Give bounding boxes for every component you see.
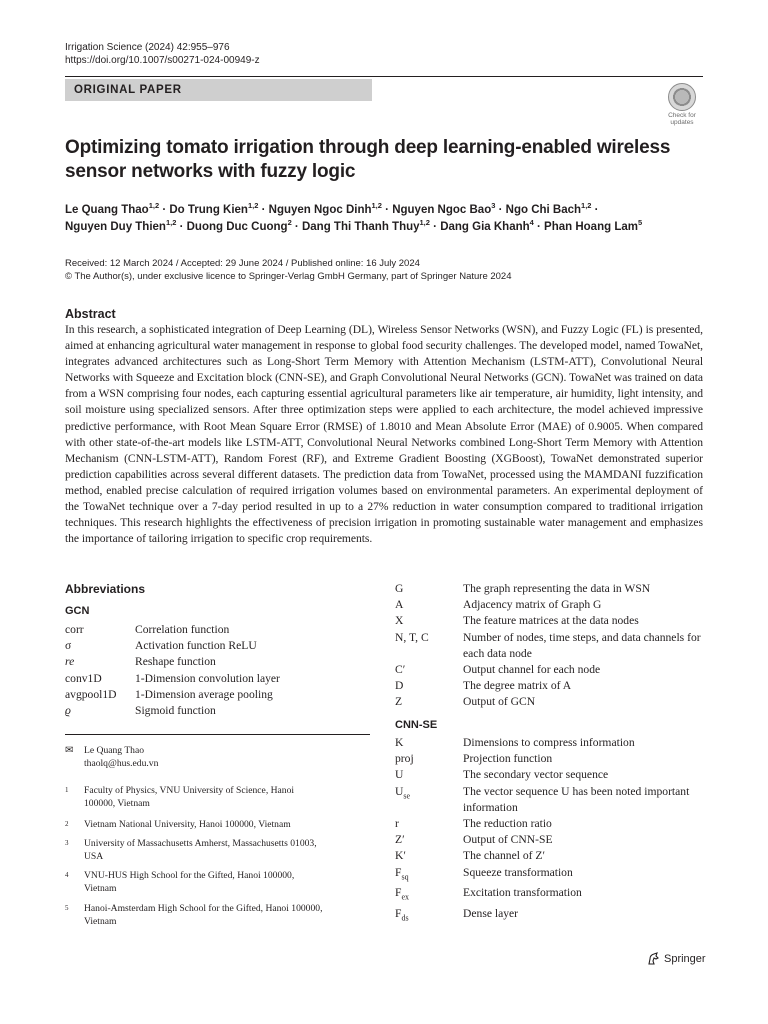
abbreviation-term: N, T, C: [395, 630, 429, 644]
author-list: [65, 202, 705, 236]
affiliation: [65, 837, 370, 863]
author-affiliation-marker: 1,2: [419, 218, 430, 228]
affiliation-text: Faculty of Physics, VNU University of Science, Hanoi 100000, Vietnam: [84, 785, 295, 809]
affiliation-text: Hanoi-Amsterdam High School for the Gifted, Hanoi 100000, Vietnam: [84, 903, 323, 927]
author[interactable]: [505, 201, 592, 216]
abbreviation-term: U: [395, 768, 404, 782]
author-affiliation-marker: 5: [637, 218, 643, 228]
abbreviation-row: [395, 613, 703, 629]
author-affiliation-marker: 1,2: [148, 201, 160, 211]
contact-name: Le Quang Thao: [84, 745, 145, 756]
check-for-updates-icon: [668, 83, 696, 111]
abbreviation-definition: Correlation function: [135, 623, 230, 636]
abbreviation-row: [395, 816, 703, 832]
abbreviation-row: [395, 751, 703, 767]
abbreviation-definition: Squeeze transformation: [463, 865, 573, 879]
author-name: Le Quang Thao: [65, 204, 149, 216]
author[interactable]: [392, 201, 496, 216]
abbreviation-definition: The vector sequence U has been noted important information: [463, 784, 690, 814]
abbreviation-definition: Sigmoid function: [135, 704, 216, 718]
abstract-text: In this research, a sophisticated integration of Deep Learning (DL), Wireless Sensor Networks (WSN), and Fuzzy Logic (FL) is presented, aimed at enhancing agricultural water management in response to global food security challenges. The developed model, named TowaNet, integrates advanced architectures such as Long-Short Term Memory with Attention Mechanism (LSTM-ATT), Convolutional Neural Networks with Squeeze and Excitation block (CNN-SE), and Graph Convolutional Neural Networks (GCN). TowaNet was trained on data from a WSN comprising four nodes, each capturing essential agricultural parameters like air temperature, air humidity, light intensity, and soil moisture using specialized sensors. After three optimization steps were applied to each architecture, the model achieved impressive predictive performance, with Root Mean Square Error (RMSE) of 1.8010 and Mean Absolute Error (MAE) of 0.9005. When compared with other state-of-the-art models like LSTM-ATT, Convolutional Neural Networks combined Long-Short Term Memory with Attention Mechanism (CNN-LSTM-ATT), Random Forest (RF), and Extreme Gradient Boosting (XGBoost), TowaNet demonstrated superior prediction capabilities across several different datasets. The prediction data from TowaNet, processed using the MAMDANI fuzzification method, enabled precise calculation of required irrigation volumes based on environmental parameters. An experimental deployment of the TowaNet technique over a 7-day period resulted in up to a 27% reduction in water consumption compared to traditional irrigation techniques. This research highlights the effectiveness of precision irrigation in promoting sustainable water management and emphasizes the importance of tailoring irrigation to specific crop requirements.: [65, 323, 703, 546]
abbreviation-definition: The channel of Z′: [463, 849, 546, 863]
abbreviation-row: [395, 678, 703, 694]
abbreviation-definition: The graph representing the data in WSN: [463, 582, 651, 595]
abbreviation-definition: 1-Dimension convolution layer: [135, 671, 280, 685]
author-name: Dang Gia Khanh: [440, 221, 530, 233]
cnnse-subheading: CNN-SE: [395, 719, 438, 731]
affiliation-number: 2: [65, 820, 69, 828]
publication-dates: [65, 257, 512, 283]
affiliation: [65, 818, 370, 831]
abbreviation-definition: Activation function ReLU: [135, 639, 257, 653]
abbreviation-row: [395, 694, 703, 710]
abbreviation-row: [65, 622, 375, 638]
abbreviation-row: [65, 638, 375, 654]
check-for-updates-badge[interactable]: [662, 83, 702, 125]
abbreviation-term: proj: [395, 752, 414, 766]
abbreviation-definition: Reshape function: [135, 655, 216, 669]
author-affiliation-marker: 1,2: [581, 201, 592, 211]
affiliation-number: 3: [65, 839, 69, 847]
author-affiliation-marker: 1,2: [165, 218, 177, 228]
author[interactable]: [301, 218, 430, 233]
springer-horse-icon: [646, 952, 660, 966]
abbreviation-definition: The secondary vector sequence: [463, 768, 609, 782]
abbreviation-term: σ: [65, 639, 72, 653]
author-name: Duong Duc Cuong: [186, 221, 288, 233]
abbreviation-term: ϱ: [65, 704, 71, 718]
doi-link[interactable]: https://doi.org/10.1007/s00271-024-00949-z: [65, 55, 260, 66]
abbreviation-definition: Output of GCN: [463, 695, 536, 709]
author-affiliation-marker: 2: [287, 218, 292, 228]
paper-title: Optimizing tomato irrigation through deep learning-enabled wireless sensor networks with fuzzy logic: [65, 137, 671, 182]
abbreviation-term: A: [395, 598, 404, 612]
abstract-heading: Abstract: [65, 307, 116, 321]
abbreviation-definition: The degree matrix of A: [463, 679, 572, 693]
abbreviation-definition: Projection function: [463, 752, 553, 766]
abbreviation-row: [395, 630, 703, 662]
author[interactable]: [544, 218, 643, 233]
gcn-subheading: GCN: [65, 605, 90, 617]
abbreviation-term: Z′: [395, 833, 405, 847]
check-badge-line2: updates: [670, 119, 694, 126]
abbreviations-heading: Abbreviations: [65, 582, 146, 596]
check-badge-line1: Check for: [668, 112, 696, 119]
abbreviation-row: [65, 671, 375, 687]
abbreviation-term: C′: [395, 663, 406, 677]
abbreviation-term: re: [65, 655, 75, 669]
abbreviation-definition: The reduction ratio: [463, 817, 552, 831]
abbreviation-term-subscript: ds: [401, 912, 409, 922]
publisher-logo: [646, 952, 706, 966]
abbreviation-definition: Dimensions to compress information: [463, 736, 635, 749]
publisher-name: Springer: [664, 953, 706, 965]
affiliation: [65, 869, 370, 895]
abbreviation-definition: Output of CNN-SE: [463, 833, 553, 847]
abbreviation-term: conv1D: [65, 671, 102, 685]
abbreviation-row: [395, 832, 703, 848]
affiliation: [65, 784, 370, 810]
author[interactable]: [65, 218, 177, 233]
abbreviation-definition: Adjacency matrix of Graph G: [463, 598, 602, 612]
abbreviation-row: [395, 767, 703, 783]
author-name: Nguyen Ngoc Bao: [392, 204, 492, 216]
author-separator: ·: [495, 204, 506, 216]
journal-citation: Irrigation Science (2024) 42:955–976: [65, 42, 230, 53]
abbreviation-row: [395, 735, 703, 751]
abbreviation-definition: Excitation transformation: [463, 886, 582, 900]
affiliation-text: VNU-HUS High School for the Gifted, Hanoi 100000, Vietnam: [84, 870, 295, 894]
abbreviation-term: corr: [65, 623, 84, 636]
abbreviation-term: avgpool1D: [65, 687, 117, 701]
author-affiliation-marker: 4: [529, 218, 534, 228]
copyright-line: © The Author(s), under exclusive licence to Springer-Verlag GmbH Germany, part of Springer Nature 2024: [65, 271, 512, 282]
abbreviation-term: $F_{ds}$: [395, 906, 409, 922]
abbreviation-row: [65, 654, 375, 670]
affiliation-text: Vietnam National University, Hanoi 100000, Vietnam: [84, 819, 291, 830]
abbreviation-term-subscript: sq: [401, 871, 409, 881]
abbreviation-term: $F_{ex}$: [395, 886, 410, 902]
abbreviation-table-gcn-right: [395, 581, 703, 711]
abbreviation-definition: Number of nodes, time steps, and data channels for each data node: [463, 630, 701, 660]
author-separator: ·: [533, 221, 545, 233]
abbreviation-row: [395, 906, 703, 927]
footnote-rule: [65, 734, 370, 735]
author-name: Nguyen Duy Thien: [65, 221, 166, 233]
author-name: Nguyen Ngoc Dinh: [268, 204, 372, 216]
affiliation-text: University of Massachusetts Amherst, Massachusetts 01003, USA: [84, 838, 317, 862]
author[interactable]: [169, 201, 259, 216]
abbreviation-term: D: [395, 679, 404, 693]
dates-line: Received: 12 March 2024 / Accepted: 29 June 2024 / Published online: 16 July 2024: [65, 258, 420, 269]
abbreviation-row: [65, 703, 375, 719]
abbreviation-term: K: [395, 736, 404, 749]
abbreviation-definition: Dense layer: [463, 906, 519, 920]
author-name: Ngo Chi Bach: [505, 204, 582, 216]
author[interactable]: [268, 201, 382, 216]
author-affiliation-marker: 3: [491, 201, 496, 211]
abbreviation-term: K′: [395, 849, 406, 863]
author[interactable]: [65, 201, 160, 216]
author-affiliation-marker: 1,2: [247, 201, 259, 211]
abbreviation-term: $F_{sq}$: [395, 865, 409, 881]
author-separator: ·: [429, 221, 441, 233]
author-separator: ·: [291, 221, 302, 233]
abbreviation-definition: 1-Dimension average pooling: [135, 687, 273, 701]
author-separator: ·: [591, 204, 599, 216]
corresponding-author: [65, 744, 370, 770]
abbreviation-row: [65, 687, 375, 703]
abbreviation-term: r: [395, 817, 399, 831]
abbreviation-row: [395, 662, 703, 678]
abbreviation-row: [395, 848, 703, 864]
paper-type-label: ORIGINAL PAPER: [74, 84, 182, 96]
affiliation-number: 5: [65, 904, 69, 912]
author-affiliation-marker: 1,2: [371, 201, 382, 211]
abbreviation-row: [395, 885, 703, 906]
abbreviation-table-gcn-left: [65, 622, 375, 719]
header-rule: [65, 76, 703, 77]
affiliation-number: 1: [65, 786, 69, 794]
abbreviation-term-subscript: se: [403, 790, 411, 800]
abbreviation-row: [395, 784, 703, 816]
abbreviation-term: G: [395, 582, 404, 595]
abbreviation-term: Z: [395, 695, 403, 709]
contact-email[interactable]: thaolq@hus.edu.vn: [84, 758, 159, 769]
journal-header: [65, 41, 260, 67]
abbreviation-term: $U_{se}$: [395, 784, 411, 800]
abbreviation-row: [395, 865, 703, 886]
author[interactable]: [186, 218, 292, 233]
envelope-icon: ✉: [65, 745, 74, 756]
affiliation-number: 4: [65, 871, 69, 879]
abbreviation-term: X: [395, 614, 404, 628]
abbreviation-table-cnnse: [395, 735, 703, 926]
author-name: Dang Thi Thanh Thuy: [301, 221, 420, 233]
abbreviation-definition: Output channel for each node: [463, 663, 601, 677]
author-separator: ·: [381, 204, 393, 216]
author-separator: ·: [159, 204, 170, 216]
abbreviation-term-subscript: ex: [401, 892, 410, 902]
author[interactable]: [440, 218, 534, 233]
author-separator: ·: [258, 204, 269, 216]
abbreviation-definition: The feature matrices at the data nodes: [463, 614, 639, 628]
paper-type-banner: [65, 79, 372, 101]
author-name: Do Trung Kien: [169, 204, 248, 216]
affiliation: [65, 902, 370, 928]
author-name: Phan Hoang Lam: [544, 221, 638, 233]
author-separator: ·: [176, 221, 187, 233]
abbreviation-row: [395, 597, 703, 613]
abbreviation-row: [395, 581, 703, 597]
